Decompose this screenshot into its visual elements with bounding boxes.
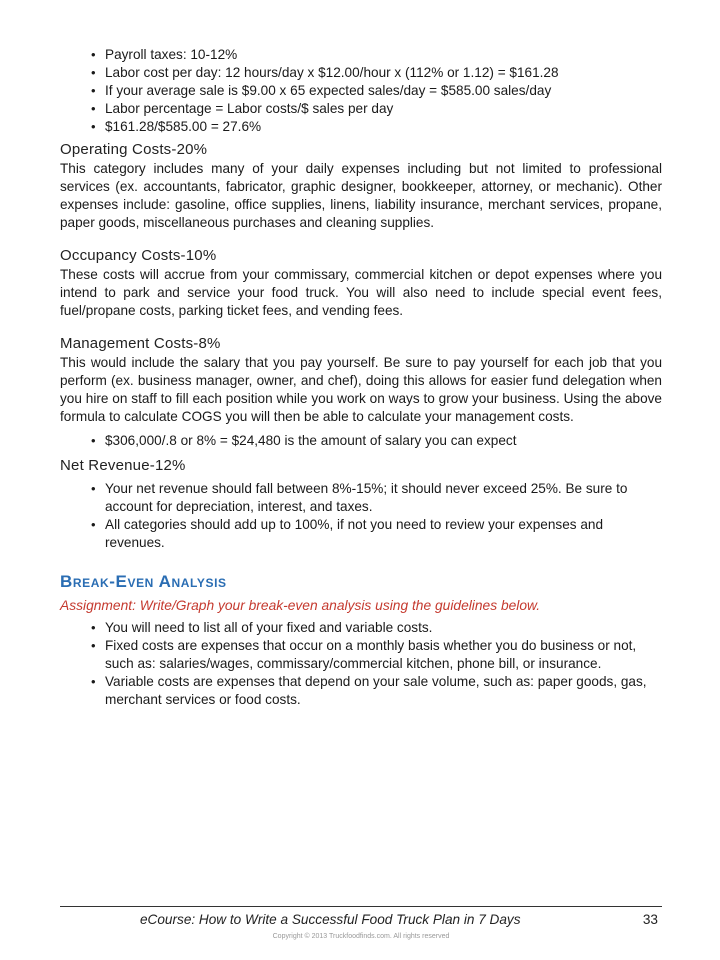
list-item: • $161.28/$585.00 = 27.6% [60,118,662,136]
list-item: • Fixed costs are expenses that occur on a monthly basis whether you do business or not, such as: salaries/wages, commissary/commercial kitchen, phone bill, or insurance. [60,637,662,673]
list-item: • Your net revenue should fall between 8%-15%; it should never exceed 25%. Be sure to account for depreciation, interest, and taxes. [60,480,662,516]
management-costs-paragraph: This would include the salary that you pay yourself. Be sure to pay yourself for each job that you perform (ex. business manager, owner, and chef), doing this allows for easier fund delegation when you hire on staff to fill each position while you work on ways to grow your business. Using the above formula to calculate COGS you will then be able to calculate your management costs. [60,355,662,424]
footer-divider [60,906,662,907]
operating-costs-heading: Operating Costs-20% [60,141,208,158]
list-item: • You will need to list all of your fixed and variable costs. [60,619,662,637]
list-item: • $306,000/.8 or 8% = $24,480 is the amount of salary you can expect [60,432,662,450]
net-revenue-list [60,480,662,552]
management-list [60,432,662,450]
footer [60,912,662,930]
assignment-text: Assignment: Write/Graph your break-even analysis using the guidelines below. [60,598,541,613]
list-item: • Payroll taxes: 10-12% [60,46,662,64]
list-item: • All categories should add up to 100%, if not you need to review your expenses and revenues. [60,516,662,552]
list-item: • Labor cost per day: 12 hours/day x $12.00/hour x (112% or 1.12) = $161.28 [60,64,662,82]
copyright-notice: Copyright © 2013 Truckfoodfinds.com. All rights reserved [272,933,450,940]
footer-title: eCourse: How to Write a Successful Food Truck Plan in 7 Days [140,912,521,927]
list-item: • Variable costs are expenses that depend on your sale volume, such as: paper goods, gas, merchant services or food costs. [60,673,662,709]
break-even-heading: Break-Even Analysis [60,572,227,591]
occupancy-costs-paragraph: These costs will accrue from your commissary, commercial kitchen or depot expenses where you intend to park and service your food truck. You will also need to include special event fees, fuel/propane costs, parking ticket fees, and vending fees. [60,267,662,318]
management-costs-heading: Management Costs-8% [60,335,221,352]
page-content [60,46,662,709]
net-revenue-heading: Net Revenue-12% [60,457,186,474]
list-item: • Labor percentage = Labor costs/$ sales per day [60,100,662,118]
list-item: • If your average sale is $9.00 x 65 expected sales/day = $585.00 sales/day [60,82,662,100]
occupancy-costs-heading: Occupancy Costs-10% [60,247,217,264]
page-number: 33 [642,912,658,927]
labor-cost-list [60,46,662,136]
operating-costs-paragraph: This category includes many of your daily expenses including but not limited to professional services (ex. accountants, fabricator, graphic designer, bookkeeper, attorney, or mechanic). Other expenses include: gasoline, office supplies, linens, liability insurance, merchant services, propane, paper goods, miscellaneous purchases and cleaning supplies. [60,161,662,230]
break-even-list [60,619,662,709]
